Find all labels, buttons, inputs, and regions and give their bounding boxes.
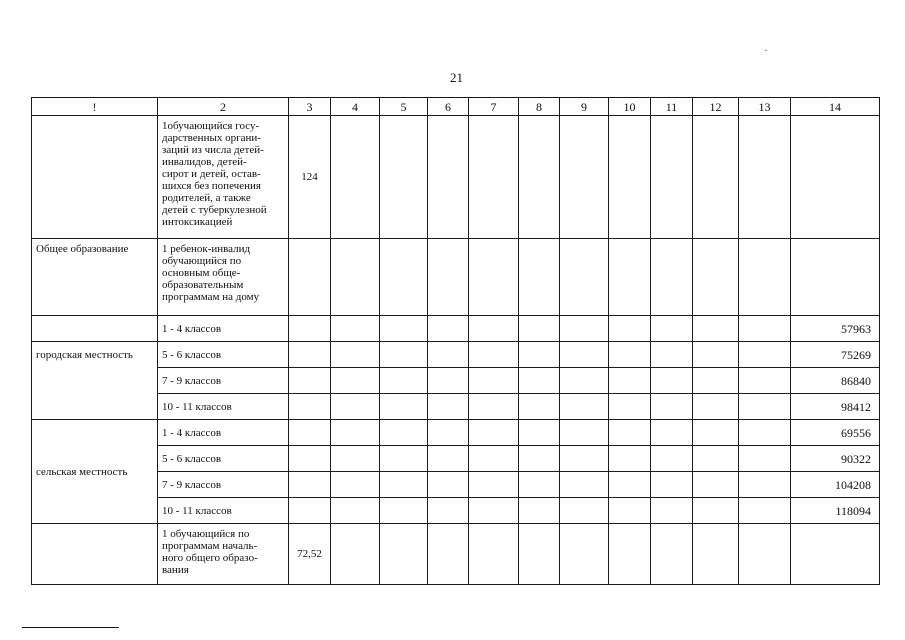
- cell-grade: 10 - 11 классов: [158, 394, 289, 420]
- cell-empty: [32, 116, 158, 239]
- cell-value-col14: 118094: [791, 498, 880, 524]
- cell-section-label: Общее образование: [32, 239, 158, 316]
- col-header: 3: [289, 98, 331, 116]
- cell-description: 1 ребенок-инвалид обучающийся по основным обще- образовательным программам на дому: [158, 239, 289, 316]
- col-header: 10: [609, 98, 651, 116]
- table-row: [32, 394, 880, 420]
- cell-grade: 5 - 6 классов: [158, 446, 289, 472]
- col-header: !: [32, 98, 158, 116]
- page-number: 21: [450, 70, 463, 85]
- cell-grade: 7 - 9 классов: [158, 472, 289, 498]
- table-row: [32, 524, 880, 585]
- cell-value-col14: 86840: [791, 368, 880, 394]
- table-row: [32, 342, 880, 368]
- table-row: [32, 420, 880, 446]
- cell-value-col14: 69556: [791, 420, 880, 446]
- cell-value-col3: 124: [289, 116, 331, 239]
- col-header: 7: [469, 98, 519, 116]
- table-row: [32, 316, 880, 342]
- col-header: 13: [739, 98, 791, 116]
- cell-description: 1обучающийся госу- дарственных органи- заций из числа детей- инвалидов, детей- сирот и детей, остав- шихся без попечения родителей, а также детей с туберкулезной интоксикацией: [158, 116, 289, 239]
- cell-value-col14: 90322: [791, 446, 880, 472]
- col-header: 12: [693, 98, 739, 116]
- cell-value-col3: 72,52: [289, 524, 331, 585]
- cell-area-label: сельская местность: [32, 420, 158, 524]
- cell-grade: 10 - 11 классов: [158, 498, 289, 524]
- table-row: [32, 368, 880, 394]
- col-header: 14: [791, 98, 880, 116]
- col-header: 8: [519, 98, 560, 116]
- table-row: [32, 446, 880, 472]
- col-header: 2: [158, 98, 289, 116]
- cell-grade: 1 - 4 классов: [158, 316, 289, 342]
- cell-description: 1 обучающийся по программам началь- ного общего образо- вания: [158, 524, 289, 585]
- cell-grade: 5 - 6 классов: [158, 342, 289, 368]
- footnote-rule: [22, 627, 119, 628]
- col-header: 4: [331, 98, 380, 116]
- col-header: 5: [380, 98, 428, 116]
- table-row: [32, 498, 880, 524]
- col-header: 11: [651, 98, 693, 116]
- col-header: 6: [428, 98, 469, 116]
- data-table: [31, 97, 880, 585]
- header-row: [32, 98, 880, 116]
- table-row: [32, 472, 880, 498]
- scan-dot: [765, 50, 767, 51]
- table-row: [32, 116, 880, 239]
- cell-value-col14: 98412: [791, 394, 880, 420]
- cell-area-label: городская местность: [32, 342, 158, 420]
- cell-value-col14: 104208: [791, 472, 880, 498]
- table-row: [32, 239, 880, 316]
- cell-value-col14: 57963: [791, 316, 880, 342]
- cell-grade: 1 - 4 классов: [158, 420, 289, 446]
- cell-value-col14: 75269: [791, 342, 880, 368]
- col-header: 9: [560, 98, 609, 116]
- cell-grade: 7 - 9 классов: [158, 368, 289, 394]
